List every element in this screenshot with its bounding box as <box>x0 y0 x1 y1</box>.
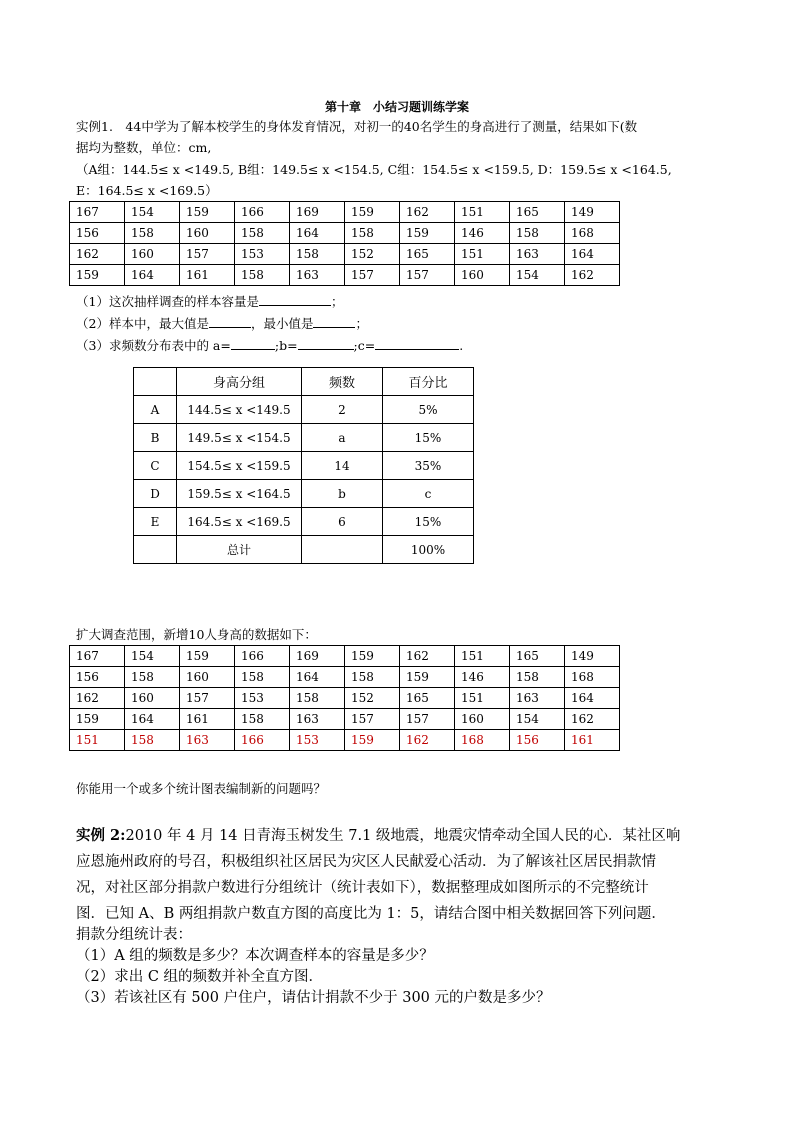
table-cell: 169 <box>290 646 345 667</box>
table-cell: 162 <box>70 244 125 265</box>
frequency-cell: 154.5≤ x <159.5 <box>177 452 302 480</box>
question-3-text-b: ;b= <box>274 338 298 353</box>
table-cell: 162 <box>70 688 125 709</box>
table-cell: 163 <box>290 265 345 286</box>
frequency-cell: 6 <box>302 508 383 536</box>
table-cell: 146 <box>455 667 510 688</box>
example2-line5: 捐款分组统计表： <box>76 927 192 943</box>
new-data-cell: 153 <box>290 730 345 751</box>
table-cell: 159 <box>345 646 400 667</box>
new-data-row <box>70 730 620 751</box>
question-2-end: ； <box>355 316 368 331</box>
table-cell: 162 <box>400 202 455 223</box>
question-2-text-b: ，最小值是 <box>250 316 314 331</box>
answer-blank-c[interactable] <box>375 337 459 350</box>
frequency-cell <box>134 536 177 564</box>
table-cell: 164 <box>565 244 620 265</box>
frequency-table-row <box>134 424 474 452</box>
frequency-cell: 14 <box>302 452 383 480</box>
example2-line3: 况，对社区部分捐款户数进行分组统计（统计表如下），数据整理成如图所示的不完整统计 <box>76 880 649 896</box>
table-cell: 166 <box>235 202 290 223</box>
example2-question-3: （3）若该社区有 500 户住户，请估计捐款不少于 300 元的户数是多少？ <box>76 990 551 1006</box>
frequency-table-row <box>134 536 474 564</box>
table-cell: 157 <box>180 244 235 265</box>
frequency-cell: 15% <box>383 508 474 536</box>
frequency-cell: D <box>134 480 177 508</box>
question-3 <box>76 337 463 354</box>
frequency-table-row <box>134 452 474 480</box>
table-cell: 151 <box>455 202 510 223</box>
table-cell: 160 <box>180 223 235 244</box>
frequency-cell <box>302 536 383 564</box>
table-cell: 159 <box>345 202 400 223</box>
table-cell: 167 <box>70 646 125 667</box>
example2-label: 实例 2: <box>76 827 126 844</box>
example1-line3: （A组：144.5≤ x <149.5, B组：149.5≤ x <154.5, C组：154.5≤ x <159.5, D：159.5≤ x <164.5, <box>76 162 672 177</box>
table-cell: 157 <box>180 688 235 709</box>
question-1-text: （1）这次抽样调查的样本容量是 <box>76 294 259 309</box>
new-data-cell: 168 <box>455 730 510 751</box>
table-cell: 164 <box>125 709 180 730</box>
table-cell: 163 <box>510 244 565 265</box>
new-data-cell: 159 <box>345 730 400 751</box>
table-cell: 165 <box>400 688 455 709</box>
table-cell: 151 <box>455 688 510 709</box>
table-cell: 163 <box>290 709 345 730</box>
table-cell: 159 <box>70 709 125 730</box>
table-cell: 167 <box>70 202 125 223</box>
frequency-table-header <box>134 368 474 396</box>
table-cell: 153 <box>235 244 290 265</box>
table-cell: 157 <box>345 265 400 286</box>
table-cell: 159 <box>70 265 125 286</box>
frequency-cell: 144.5≤ x <149.5 <box>177 396 302 424</box>
page-title: 第十章 小结习题训练学案 <box>324 100 469 114</box>
answer-blank-a[interactable] <box>231 337 275 350</box>
table-cell: 158 <box>290 688 345 709</box>
question-2-text-a: （2）样本中，最大值是 <box>76 316 209 331</box>
table-cell: 165 <box>400 244 455 265</box>
example2-question-1: （1）A 组的频数是多少？本次调查样本的容量是多少？ <box>76 948 434 964</box>
new-data-cell: 162 <box>400 730 455 751</box>
table-cell: 152 <box>345 688 400 709</box>
frequency-cell: 5% <box>383 396 474 424</box>
table-cell: 152 <box>345 244 400 265</box>
table-cell: 166 <box>235 646 290 667</box>
frequency-header-cell: 频数 <box>302 368 383 396</box>
example2-line2: 应恩施州政府的号召，积极组织社区居民为灾区人民献爱心活动．为了解该社区居民捐款情 <box>76 854 656 870</box>
table-cell: 149 <box>565 202 620 223</box>
frequency-header-cell: 百分比 <box>383 368 474 396</box>
height-data-table <box>69 201 620 286</box>
table-cell: 164 <box>565 688 620 709</box>
frequency-cell: c <box>383 480 474 508</box>
frequency-cell: A <box>134 396 177 424</box>
answer-blank-b[interactable] <box>298 337 354 350</box>
example2-line1 <box>76 826 680 846</box>
question-1-end: ； <box>330 294 344 309</box>
answer-blank-sample-size[interactable] <box>259 293 331 306</box>
table-row <box>70 709 620 730</box>
table-cell: 164 <box>290 667 345 688</box>
table-cell: 157 <box>400 265 455 286</box>
answer-blank-max[interactable] <box>209 315 251 328</box>
new-data-cell: 161 <box>565 730 620 751</box>
extend-question: 你能用一个或多个统计图表编制新的问题吗？ <box>76 781 327 796</box>
table-cell: 159 <box>400 667 455 688</box>
table-cell: 156 <box>70 223 125 244</box>
table-cell: 160 <box>125 244 180 265</box>
frequency-cell: a <box>302 424 383 452</box>
example2-line1-text: 2010 年 4 月 14 日青海玉树发生 7.1 级地震，地震灾情牵动全国人民的心．某社区响 <box>125 828 681 844</box>
table-cell: 160 <box>455 709 510 730</box>
frequency-table-row <box>134 396 474 424</box>
frequency-distribution-table <box>133 367 474 564</box>
frequency-cell: C <box>134 452 177 480</box>
table-cell: 163 <box>510 688 565 709</box>
table-row <box>70 688 620 709</box>
table-cell: 164 <box>290 223 345 244</box>
table-row <box>70 244 620 265</box>
new-data-cell: 158 <box>125 730 180 751</box>
table-cell: 159 <box>180 202 235 223</box>
table-cell: 154 <box>125 202 180 223</box>
table-row <box>70 646 620 667</box>
table-cell: 158 <box>510 667 565 688</box>
new-data-cell: 151 <box>70 730 125 751</box>
extend-intro: 扩大调查范围，新增10人身高的数据如下： <box>76 627 317 642</box>
table-cell: 158 <box>235 265 290 286</box>
question-2 <box>76 315 368 332</box>
table-cell: 154 <box>510 265 565 286</box>
extended-height-data-table <box>69 645 620 751</box>
table-cell: 151 <box>455 646 510 667</box>
frequency-cell: 164.5≤ x <169.5 <box>177 508 302 536</box>
frequency-cell: 159.5≤ x <164.5 <box>177 480 302 508</box>
table-cell: 158 <box>345 223 400 244</box>
frequency-header-cell: 身高分组 <box>177 368 302 396</box>
table-cell: 156 <box>70 667 125 688</box>
table-cell: 165 <box>510 202 565 223</box>
example1-line1: 实例1. 44中学为了解本校学生的身体发育情况，对初一的40名学生的身高进行了测量，结果如下(数 <box>76 119 638 134</box>
table-cell: 160 <box>125 688 180 709</box>
example1-line2: 据均为整数，单位：cm, <box>76 140 212 155</box>
table-row <box>70 265 620 286</box>
new-data-cell: 156 <box>510 730 565 751</box>
table-cell: 160 <box>180 667 235 688</box>
table-cell: 158 <box>125 223 180 244</box>
table-cell: 158 <box>235 223 290 244</box>
answer-blank-min[interactable] <box>313 315 355 328</box>
table-cell: 162 <box>400 646 455 667</box>
table-cell: 160 <box>455 265 510 286</box>
table-cell: 161 <box>180 265 235 286</box>
frequency-cell: E <box>134 508 177 536</box>
table-cell: 158 <box>290 244 345 265</box>
example1-line4: E：164.5≤ x <169.5） <box>76 183 218 198</box>
table-cell: 154 <box>125 646 180 667</box>
new-data-cell: 163 <box>180 730 235 751</box>
frequency-cell: 149.5≤ x <154.5 <box>177 424 302 452</box>
table-cell: 164 <box>125 265 180 286</box>
frequency-cell: 15% <box>383 424 474 452</box>
frequency-cell: 总计 <box>177 536 302 564</box>
frequency-cell: 100% <box>383 536 474 564</box>
table-cell: 159 <box>180 646 235 667</box>
question-3-text-c: ;c= <box>353 338 376 353</box>
frequency-table-row <box>134 508 474 536</box>
table-cell: 157 <box>400 709 455 730</box>
new-data-cell: 166 <box>235 730 290 751</box>
example2-line4: 图．已知 A、B 两组捐款户数直方图的高度比为 1：5，请结合图中相关数据回答下列问题． <box>76 906 666 922</box>
table-cell: 158 <box>235 667 290 688</box>
frequency-cell: b <box>302 480 383 508</box>
table-cell: 158 <box>125 667 180 688</box>
question-1 <box>76 293 343 310</box>
table-cell: 161 <box>180 709 235 730</box>
table-cell: 157 <box>345 709 400 730</box>
table-cell: 154 <box>510 709 565 730</box>
table-cell: 168 <box>565 223 620 244</box>
table-cell: 149 <box>565 646 620 667</box>
frequency-header-cell <box>134 368 177 396</box>
table-cell: 158 <box>345 667 400 688</box>
example2-question-2: （2）求出 C 组的频数并补全直方图． <box>76 969 324 985</box>
table-cell: 162 <box>565 709 620 730</box>
table-row <box>70 667 620 688</box>
table-row <box>70 223 620 244</box>
table-cell: 158 <box>235 709 290 730</box>
table-cell: 162 <box>565 265 620 286</box>
frequency-cell: B <box>134 424 177 452</box>
table-cell: 153 <box>235 688 290 709</box>
table-cell: 169 <box>290 202 345 223</box>
table-cell: 159 <box>400 223 455 244</box>
table-cell: 168 <box>565 667 620 688</box>
table-row <box>70 202 620 223</box>
table-cell: 158 <box>510 223 565 244</box>
frequency-table-row <box>134 480 474 508</box>
frequency-cell: 35% <box>383 452 474 480</box>
table-cell: 151 <box>455 244 510 265</box>
table-cell: 146 <box>455 223 510 244</box>
question-3-end: . <box>459 338 464 353</box>
question-3-text-a: （3）求频数分布表中的 a= <box>76 338 231 353</box>
table-cell: 165 <box>510 646 565 667</box>
frequency-cell: 2 <box>302 396 383 424</box>
